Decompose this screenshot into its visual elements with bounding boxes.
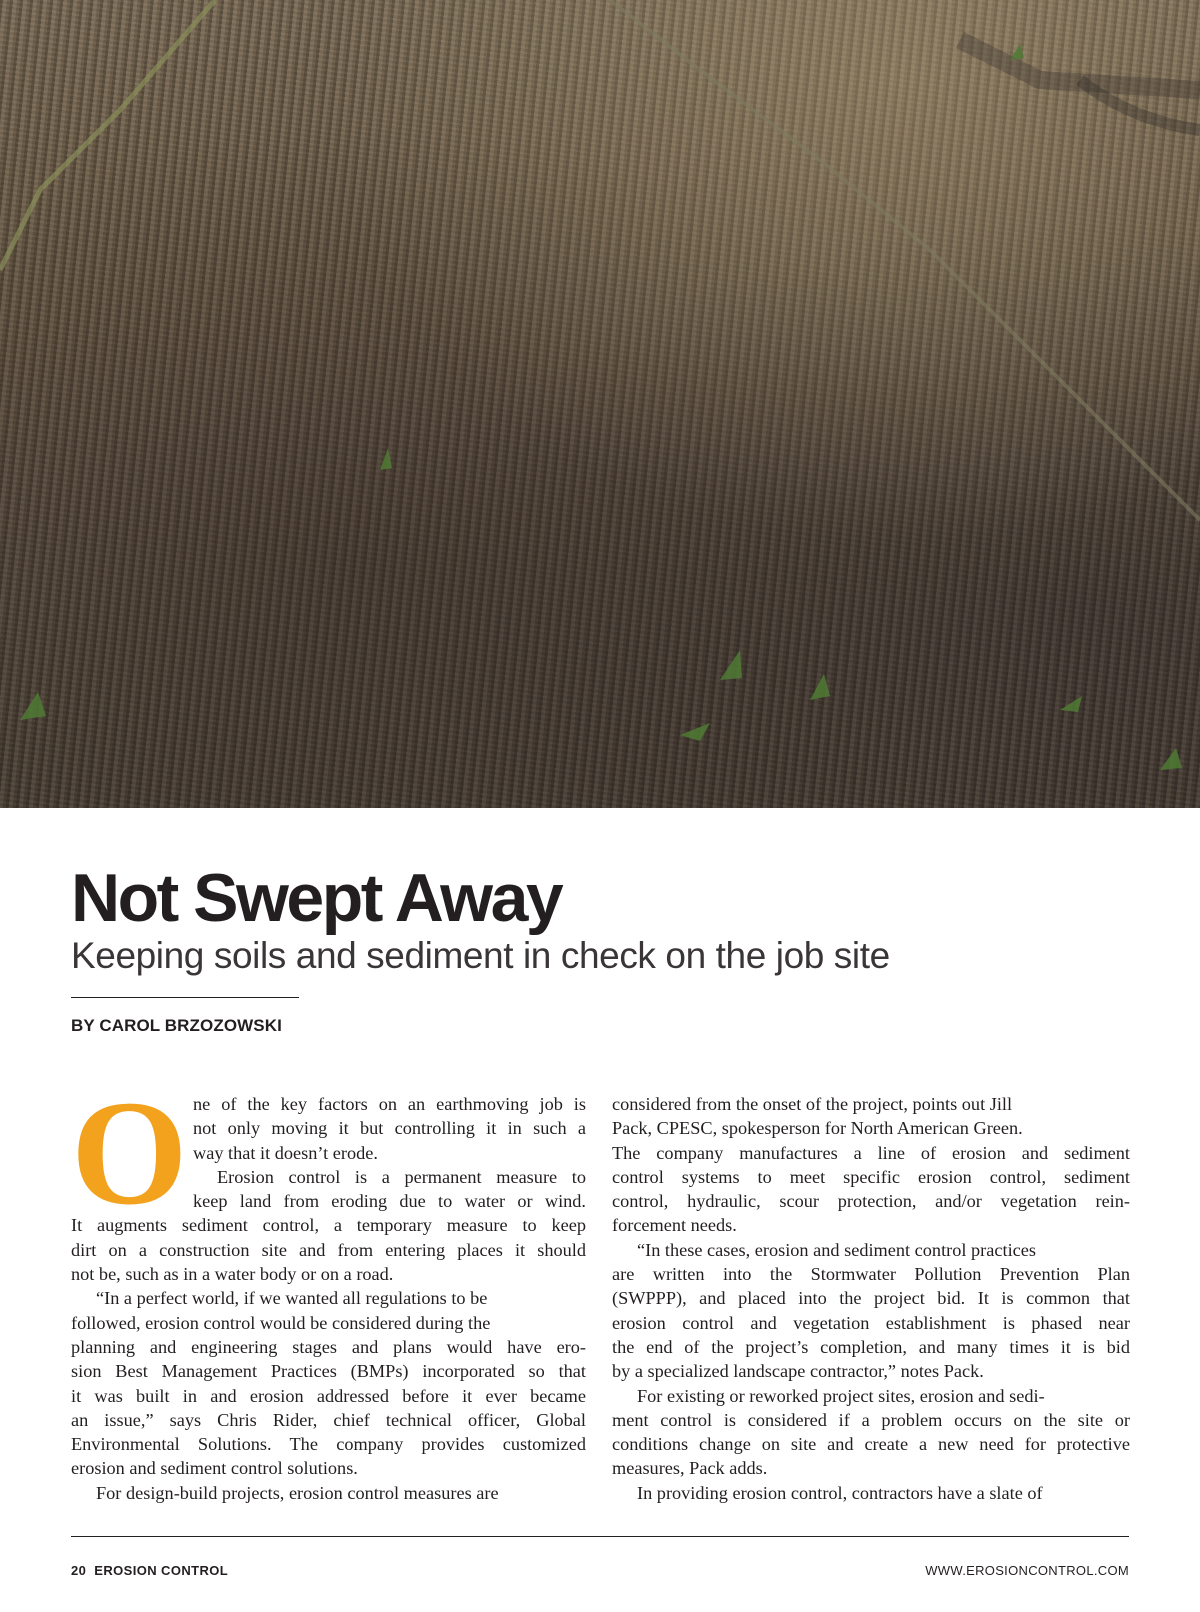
body-line: control, hydraulic, scour protection, and/or vegetation rein- <box>612 1191 1130 1212</box>
magazine-name: EROSION CONTROL <box>94 1563 229 1578</box>
byline-divider <box>71 997 299 998</box>
body-line: “In a perfect world, if we wanted all regulations to be <box>96 1288 488 1309</box>
body-line: sion Best Management Practices (BMPs) incorporated so that <box>71 1361 586 1382</box>
body-line: ment control is considered if a problem occurs on the site or <box>612 1409 1130 1430</box>
body-line: control systems to meet specific erosion control, sediment <box>612 1166 1130 1187</box>
body-column-left <box>71 1070 586 1505</box>
body-line: In providing erosion control, contractors have a slate of <box>637 1482 1043 1503</box>
body-line: Pack, CPESC, spokesperson for North American Green. <box>612 1118 1023 1139</box>
body-line: it was built in and erosion addressed before it ever became <box>71 1385 586 1406</box>
body-line-text: Erosion control is a permanent measure to <box>217 1166 586 1187</box>
body-line: For design-build projects, erosion control measures are <box>96 1482 499 1503</box>
body-line <box>71 1165 586 1189</box>
body-line: The company manufactures a line of erosion and sediment <box>612 1142 1130 1163</box>
drop-cap: O <box>71 1070 188 1236</box>
page-number: 20 <box>71 1563 87 1578</box>
body-line: not be, such as in a water body or on a road. <box>71 1264 394 1285</box>
body-line: dirt on a construction site and from entering places it should <box>71 1239 586 1260</box>
body-line: conditions change on site and create a new need for protective <box>612 1434 1130 1455</box>
body-line: erosion control and vegetation establishment is phased near <box>612 1312 1130 1333</box>
body-line: an issue,” says Chris Rider, chief technical officer, Global <box>71 1409 586 1430</box>
body-line: erosion and sediment control solutions. <box>71 1458 358 1479</box>
article-title: Not Swept Away <box>71 860 562 936</box>
body-line: (SWPPP), and placed into the project bid. It is common that <box>612 1288 1130 1309</box>
article-byline: BY CAROL BRZOZOWSKI <box>71 1016 282 1035</box>
footer-website: WWW.EROSIONCONTROL.COM <box>925 1563 1129 1578</box>
body-line: are written into the Stormwater Pollution Prevention Plan <box>612 1264 1130 1285</box>
body-line: forcement needs. <box>612 1215 737 1236</box>
body-line: measures, Pack adds. <box>612 1458 768 1479</box>
body-line: planning and engineering stages and plans would have ero- <box>71 1336 586 1357</box>
body-line: “In these cases, erosion and sediment control practices <box>637 1239 1036 1260</box>
body-column-right <box>612 1092 1130 1505</box>
body-line: For existing or reworked project sites, erosion and sedi- <box>637 1385 1045 1406</box>
article-subtitle: Keeping soils and sediment in check on the job site <box>71 935 890 976</box>
body-line: Environmental Solutions. The company provides customized <box>71 1434 586 1455</box>
body-line: the end of the project’s completion, and many times it is bid <box>612 1336 1130 1357</box>
body-line: It augments sediment control, a temporary measure to keep <box>71 1215 586 1236</box>
body-line: way that it doesn’t erode. <box>193 1142 378 1163</box>
body-line: not only moving it but controlling it in such a <box>193 1118 586 1139</box>
body-line: ne of the key factors on an earthmoving job is <box>193 1094 586 1114</box>
page-folio <box>71 1563 228 1578</box>
body-line: considered from the onset of the project, points out Jill <box>612 1094 1013 1114</box>
body-line: by a specialized landscape contractor,” notes Pack. <box>612 1361 984 1382</box>
footer-divider <box>71 1536 1129 1537</box>
body-line: keep land from eroding due to water or wind. <box>193 1191 586 1212</box>
body-line: followed, erosion control would be considered during the <box>71 1312 491 1333</box>
